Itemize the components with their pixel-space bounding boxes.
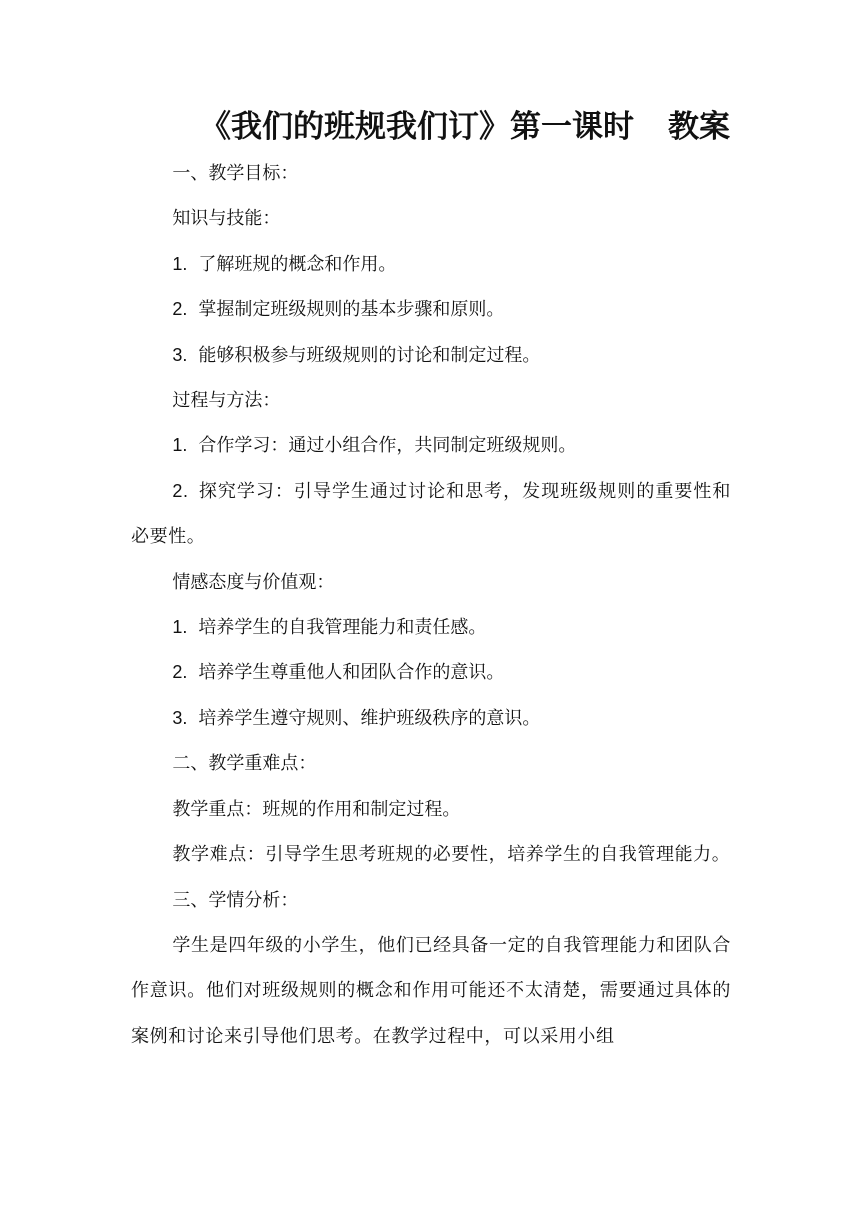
list-number: 1. bbox=[172, 435, 188, 456]
section-heading-analysis: 三、学情分析： bbox=[172, 889, 299, 911]
list-text: 探究学习：引导学生通过讨论和思考，发现班级规则的重要性和必要性。 bbox=[131, 480, 731, 548]
list-number: 1. bbox=[172, 617, 188, 638]
section-heading-key-points: 二、教学重难点： bbox=[172, 753, 317, 775]
list-item bbox=[131, 333, 731, 378]
list-number: 3. bbox=[172, 344, 188, 365]
subheading-process: 过程与方法： bbox=[172, 390, 281, 412]
list-item bbox=[131, 423, 731, 468]
list-item bbox=[131, 605, 731, 650]
list-number: 2. bbox=[172, 480, 189, 501]
difficult-point-text: 教学难点：引导学生思考班规的必要性，培养学生的自我管理能力。 bbox=[172, 844, 731, 866]
list-text: 能够积极参与班级规则的讨论和制定过程。 bbox=[198, 344, 541, 366]
list-item bbox=[131, 242, 731, 287]
list-number: 3. bbox=[172, 707, 188, 728]
list-item bbox=[131, 650, 731, 695]
list-text: 培养学生的自我管理能力和责任感。 bbox=[198, 617, 487, 639]
list-item bbox=[131, 469, 731, 560]
list-text: 掌握制定班级规则的基本步骤和原则。 bbox=[198, 299, 505, 321]
page-title bbox=[130, 104, 730, 150]
list-text: 了解班规的概念和作用。 bbox=[198, 253, 397, 275]
list-text: 培养学生遵守规则、维护班级秩序的意识。 bbox=[198, 707, 541, 729]
document-body bbox=[131, 151, 731, 1059]
title-main: 《我们的班规我们订》第一课时 bbox=[200, 109, 634, 145]
list-text: 培养学生尊重他人和团队合作的意识。 bbox=[198, 662, 505, 684]
section-heading-objectives: 一、教学目标： bbox=[172, 163, 299, 184]
key-point-text: 教学重点：班规的作用和制定过程。 bbox=[172, 798, 461, 820]
analysis-paragraph: 学生是四年级的小学生，他们已经具备一定的自我管理能力和团队合作意识。他们对班级规则的概念和作用可能还不太清楚，需要通过具体的案例和讨论来引导他们思考。在教学过程中，可以采用小组 bbox=[131, 934, 731, 1047]
list-text: 合作学习：通过小组合作，共同制定班级规则。 bbox=[198, 435, 577, 457]
list-number: 1. bbox=[172, 253, 188, 274]
list-item bbox=[131, 696, 731, 741]
list-number: 2. bbox=[172, 299, 188, 320]
subheading-knowledge: 知识与技能： bbox=[172, 208, 281, 230]
list-number: 2. bbox=[172, 662, 188, 683]
subheading-emotion: 情感态度与价值观： bbox=[172, 571, 335, 593]
list-item bbox=[131, 287, 731, 332]
title-suffix: 教案 bbox=[668, 109, 730, 145]
